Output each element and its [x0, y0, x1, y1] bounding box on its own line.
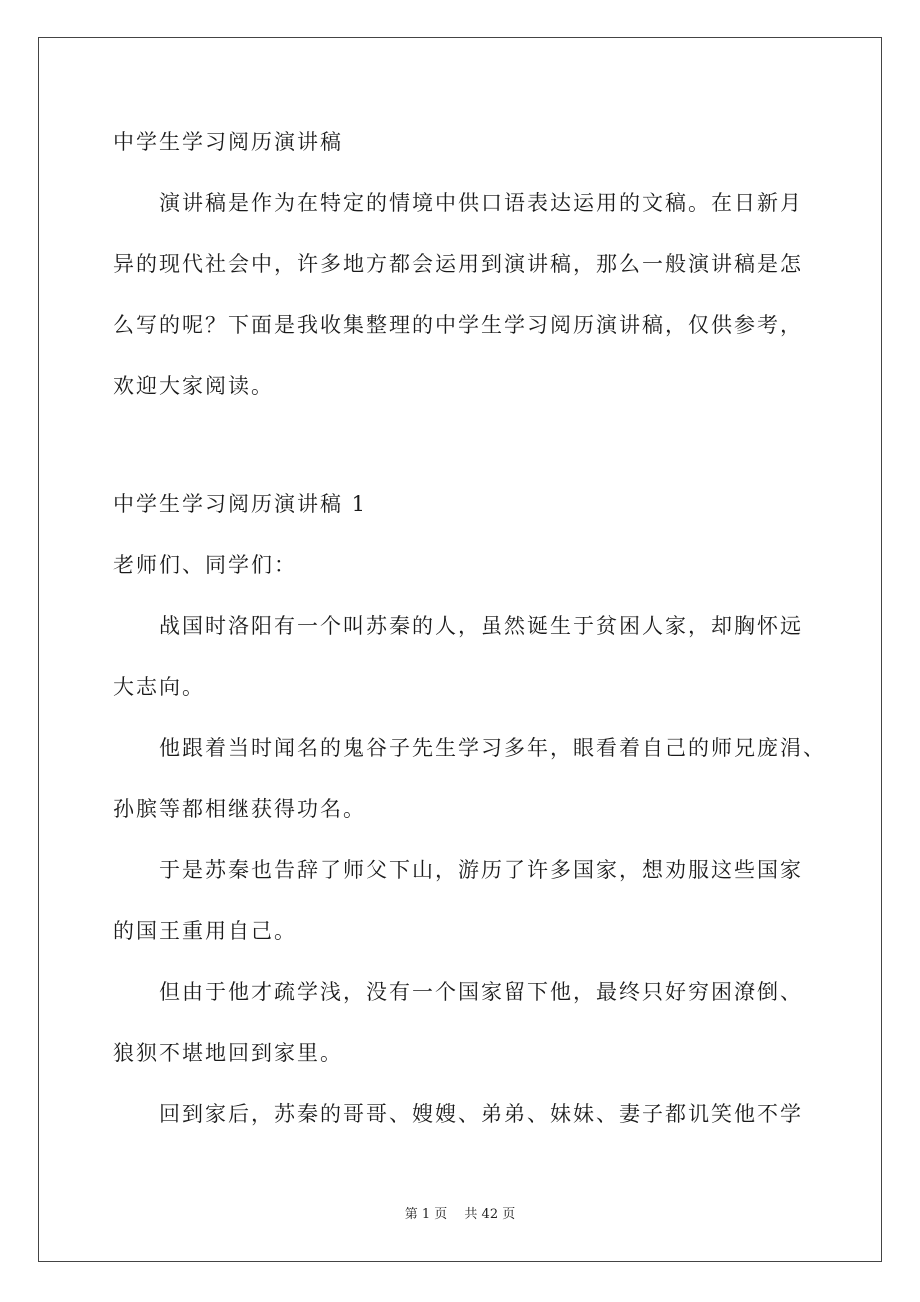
paragraph-line: 但由于他才疏学浅，没有一个国家留下他，最终只好穷困潦倒、 [113, 980, 803, 1004]
paragraph-line: 的国王重用自己。 [113, 919, 297, 943]
intro-paragraph-line: 么写的呢？下面是我收集整理的中学生学习阅历演讲稿，仅供参考， [113, 313, 803, 337]
paragraph-line: 战国时洛阳有一个叫苏秦的人，虽然诞生于贫困人家，却胸怀远 [113, 614, 803, 638]
salutation: 老师们、同学们： [113, 553, 297, 577]
page-number-footer: 第 1 页 共 42 页 [404, 1207, 516, 1222]
intro-paragraph-line: 异的现代社会中，许多地方都会运用到演讲稿，那么一般演讲稿是怎 [113, 252, 803, 276]
document-title: 中学生学习阅历演讲稿 [113, 130, 343, 154]
intro-paragraph-line: 欢迎大家阅读。 [113, 374, 274, 398]
paragraph-line: 回到家后，苏秦的哥哥、嫂嫂、弟弟、妹妹、妻子都讥笑他不学 [113, 1102, 803, 1126]
paragraph-line: 狼狈不堪地回到家里。 [113, 1041, 343, 1065]
paragraph-line: 孙膑等都相继获得功名。 [113, 797, 366, 821]
section-heading: 中学生学习阅历演讲稿 1 [113, 492, 368, 516]
paragraph-line: 大志向。 [113, 675, 205, 699]
intro-paragraph-line: 演讲稿是作为在特定的情境中供口语表达运用的文稿。在日新月 [113, 191, 803, 215]
page-border [38, 37, 882, 1262]
paragraph-line: 他跟着当时闻名的鬼谷子先生学习多年，眼看着自己的师兄庞涓、 [113, 736, 826, 760]
paragraph-line: 于是苏秦也告辞了师父下山，游历了许多国家，想劝服这些国家 [113, 858, 803, 882]
